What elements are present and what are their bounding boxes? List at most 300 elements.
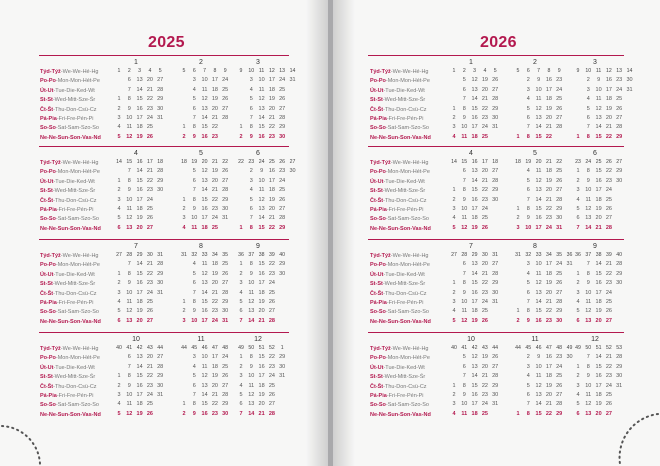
day-abbr: Čt-Št: [370, 290, 384, 297]
day-abbr: So-So: [370, 216, 386, 223]
day-cell: 14: [201, 115, 208, 121]
week-number: 37: [248, 252, 255, 258]
day-cell: 2: [182, 410, 186, 417]
day-cell: 26: [146, 410, 153, 417]
day-cell: 9: [537, 77, 541, 84]
day-abbr: Út-Ut: [40, 271, 54, 278]
week-number: 51: [258, 345, 265, 351]
day-cell: 11: [126, 124, 133, 131]
day-cell: 19: [211, 168, 218, 175]
day-cell: 21: [258, 317, 265, 324]
day-cell: 30: [289, 168, 296, 175]
day-cell: 9: [462, 392, 466, 398]
day-cell: 19: [545, 382, 552, 389]
day-cell: 23: [545, 215, 552, 222]
day-cell: 23: [481, 115, 488, 121]
day-abbr: St-St: [40, 281, 53, 288]
day-cell: 2: [117, 105, 121, 112]
section-divider: [368, 239, 624, 240]
week-number: 6: [192, 68, 196, 74]
day-cell: 23: [268, 270, 275, 277]
day-cell: 11: [201, 86, 208, 93]
day-abbr: Čt-Št: [40, 290, 54, 297]
day-label: [40, 252, 98, 261]
day-abbr: Po-Po: [40, 262, 56, 269]
day-cell: 5: [526, 105, 530, 112]
day-label: [40, 225, 101, 234]
week-number: 5: [158, 68, 162, 74]
day-cell: 29: [222, 401, 229, 408]
day-names: -Tue-Die-Ked-Wt: [383, 178, 425, 185]
day-cell: 15: [136, 373, 143, 380]
day-label: [40, 87, 95, 96]
day-cell: 3: [249, 77, 253, 84]
day-cell: 22: [268, 261, 275, 268]
day-cell: 27: [556, 115, 563, 121]
day-cell: 6: [127, 354, 131, 361]
day-abbr: Čt-Št: [40, 197, 54, 204]
day-cell: 24: [279, 177, 286, 184]
day-cell: 4: [526, 373, 530, 380]
day-label: [370, 206, 424, 215]
day-cell: 3: [452, 401, 456, 408]
day-label: [40, 187, 95, 196]
day-abbr: So-So: [370, 402, 386, 409]
day-cell: 4: [526, 168, 530, 175]
day-cell: 14: [248, 317, 255, 324]
day-cell: 16: [201, 308, 208, 315]
month-number: 4: [469, 150, 473, 157]
day-cell: 19: [258, 392, 265, 398]
day-cell: 3: [586, 86, 590, 93]
day-names: -Fri-Fre-Pén-Pi: [386, 393, 424, 399]
day-abbr: St-St: [370, 281, 383, 288]
day-abbr: So-So: [370, 309, 386, 316]
week-number: 22: [556, 159, 563, 165]
day-label: [370, 299, 424, 308]
day-cell: 30: [626, 77, 633, 84]
week-number: 36: [238, 252, 244, 258]
day-cell: 6: [249, 206, 253, 212]
day-cell: 23: [481, 392, 488, 398]
day-cell: 19: [595, 401, 602, 408]
day-cell: 18: [471, 308, 478, 315]
day-names: -Fri-Fre-Pén-Pi: [56, 393, 94, 399]
day-cell: 28: [492, 96, 499, 103]
week-number: 44: [492, 345, 499, 351]
day-cell: 24: [545, 224, 552, 231]
week-number: 37: [585, 252, 592, 258]
day-cell: 23: [481, 196, 488, 203]
day-label: [40, 271, 95, 280]
day-cell: 22: [268, 124, 275, 131]
week-number: 21: [212, 159, 218, 165]
week-number: 47: [212, 345, 218, 351]
day-names: -Fri-Fre-Pén-Pi: [56, 300, 94, 306]
day-cell: 24: [279, 77, 286, 84]
day-cell: 3: [239, 280, 243, 287]
day-label: [40, 373, 95, 382]
day-cell: 3: [117, 196, 121, 203]
day-cell: 3: [182, 317, 186, 324]
day-names: -Sun-Son-Vas-Nd: [55, 225, 101, 232]
day-cell: 7: [526, 299, 530, 305]
day-cell: 30: [492, 115, 499, 121]
day-cell: 25: [481, 215, 488, 222]
week-number: 3: [138, 68, 142, 74]
day-cell: 30: [222, 206, 229, 212]
day-cell: 20: [545, 187, 552, 194]
spine-shadow: [333, 0, 355, 466]
day-cell: 25: [556, 270, 563, 277]
day-cell: 26: [492, 354, 499, 361]
day-label: [370, 115, 424, 124]
day-cell: 16: [595, 373, 602, 380]
day-cell: 13: [535, 392, 542, 398]
week-number: 40: [279, 252, 286, 258]
day-cell: 25: [146, 124, 153, 131]
day-cell: 8: [249, 261, 253, 268]
day-cell: 11: [126, 299, 133, 305]
day-label: [40, 401, 99, 410]
day-cell: 7: [127, 261, 131, 268]
day-cell: 28: [492, 270, 499, 277]
day-label: [370, 215, 429, 224]
day-cell: 28: [222, 289, 229, 296]
week-number: 38: [258, 252, 265, 258]
day-cell: 5: [192, 270, 196, 277]
day-cell: 25: [481, 133, 488, 140]
week-number: 33: [535, 252, 542, 258]
day-cell: 15: [471, 187, 478, 194]
day-cell: 20: [136, 317, 143, 324]
day-cell: 14: [258, 115, 265, 121]
day-cell: 22: [268, 224, 275, 231]
day-cell: 3: [526, 261, 530, 268]
day-cell: 27: [492, 86, 499, 93]
day-cell: 2: [576, 177, 580, 184]
month-number: 7: [134, 243, 138, 250]
week-number: 4: [148, 68, 152, 74]
day-cell: 18: [595, 299, 602, 305]
day-cell: 10: [525, 224, 532, 231]
day-cell: 7: [192, 187, 196, 194]
day-cell: 26: [279, 96, 286, 103]
day-cell: 28: [157, 168, 164, 175]
day-cell: 12: [201, 168, 208, 175]
week-number: 22: [238, 159, 244, 165]
day-cell: 11: [201, 261, 208, 268]
day-cell: 26: [492, 77, 499, 84]
day-cell: 25: [605, 196, 612, 203]
week-number: 16: [136, 159, 143, 165]
day-names: -Wed-Mitt-Sze-Śr: [382, 188, 426, 195]
day-cell: 29: [616, 168, 623, 175]
day-cell: 2: [249, 168, 253, 175]
day-cell: 28: [556, 401, 563, 408]
day-cell: 22: [268, 354, 275, 361]
day-cell: 15: [535, 308, 542, 315]
day-cell: 20: [146, 77, 153, 84]
day-cell: 29: [556, 410, 563, 417]
day-cell: 31: [157, 289, 164, 296]
day-cell: 30: [222, 308, 229, 315]
day-cell: 12: [535, 105, 542, 112]
day-cell: 11: [126, 401, 133, 408]
day-abbr: Týd-Týž: [40, 346, 61, 352]
day-cell: 2: [239, 363, 243, 370]
month-number: 1: [134, 59, 138, 66]
week-number: 31: [515, 252, 521, 258]
day-cell: 30: [157, 105, 164, 112]
day-cell: 13: [126, 317, 133, 324]
day-names: -Sat-Sam-Szo-So: [385, 402, 429, 409]
day-abbr: Ne-Ne: [40, 411, 56, 418]
day-cell: 1: [239, 124, 243, 131]
day-cell: 16: [471, 392, 478, 398]
week-number: 46: [201, 345, 208, 351]
day-cell: 11: [535, 96, 542, 103]
day-cell: 3: [452, 299, 456, 305]
day-cell: 24: [481, 124, 488, 131]
day-cell: 23: [556, 354, 563, 361]
day-label: [370, 392, 424, 401]
day-cell: 12: [535, 382, 542, 389]
day-cell: 25: [146, 299, 153, 305]
week-number: 27: [616, 159, 623, 165]
day-cell: 1: [576, 133, 580, 140]
day-names: -Fri-Fre-Pén-Pi: [386, 207, 424, 213]
day-cell: 9: [192, 133, 196, 140]
day-cell: 10: [461, 401, 468, 408]
day-cell: 26: [481, 224, 488, 231]
day-cell: 9: [260, 168, 264, 175]
day-label: [370, 159, 428, 168]
month-number: 11: [531, 336, 539, 343]
day-cell: 4: [452, 308, 456, 315]
day-cell: 13: [258, 206, 265, 212]
day-cell: 11: [585, 196, 592, 203]
day-cell: 28: [268, 410, 275, 417]
day-cell: 17: [471, 124, 478, 131]
day-cell: 4: [239, 289, 243, 296]
day-cell: 8: [526, 410, 530, 417]
day-cell: 13: [585, 317, 592, 324]
day-cell: 8: [192, 401, 196, 408]
day-names: -Thu-Don-Csü-Cz: [53, 197, 97, 204]
day-cell: 15: [136, 96, 143, 103]
day-cell: 17: [471, 206, 478, 212]
month-number: 6: [256, 150, 260, 157]
day-cell: 2: [452, 196, 456, 203]
week-number: 35: [222, 252, 229, 258]
day-abbr: Út-Ut: [370, 178, 384, 185]
day-cell: 17: [268, 177, 275, 184]
day-abbr: So-So: [40, 402, 56, 409]
day-abbr: Po-Po: [40, 78, 56, 85]
day-cell: 26: [481, 317, 488, 324]
day-cell: 12: [471, 77, 478, 84]
day-cell: 18: [471, 215, 478, 222]
day-abbr: Pá-Pia: [40, 393, 57, 399]
day-cell: 27: [492, 168, 499, 175]
day-cell: 18: [268, 86, 275, 93]
day-cell: 8: [526, 308, 530, 315]
day-cell: 1: [117, 270, 121, 277]
day-cell: 5: [192, 373, 196, 380]
day-cell: 23: [268, 363, 275, 370]
day-cell: 10: [126, 115, 133, 121]
day-cell: 11: [258, 86, 265, 93]
day-cell: 24: [481, 401, 488, 408]
day-cell: 6: [192, 382, 196, 389]
day-cell: 23: [556, 77, 563, 84]
day-abbr: Út-Ut: [40, 87, 54, 94]
day-cell: 2: [452, 115, 456, 121]
day-cell: 30: [157, 280, 164, 287]
day-cell: 19: [471, 224, 478, 231]
day-cell: 27: [222, 280, 229, 287]
day-cell: 24: [268, 373, 275, 380]
day-cell: 30: [279, 270, 286, 277]
day-cell: 9: [249, 363, 253, 370]
day-cell: 14: [535, 401, 542, 408]
day-cell: 4: [117, 124, 121, 131]
day-cell: 25: [222, 86, 229, 93]
week-number: 18: [157, 159, 164, 165]
month-number: 4: [134, 150, 138, 157]
day-cell: 9: [192, 308, 196, 315]
day-cell: 9: [586, 373, 590, 380]
day-cell: 21: [545, 196, 552, 203]
week-number: 2: [127, 68, 131, 74]
day-cell: 16: [595, 280, 602, 287]
day-cell: 14: [595, 354, 602, 361]
week-number: 12: [269, 68, 275, 74]
day-cell: 3: [249, 177, 253, 184]
day-cell: 12: [535, 177, 542, 184]
day-cell: 10: [258, 177, 265, 184]
day-cell: 7: [249, 115, 253, 121]
day-cell: 31: [566, 261, 573, 268]
day-cell: 6: [239, 401, 243, 408]
week-number: 39: [606, 252, 612, 258]
day-names: -Mon-Mon-Hét-Pe: [55, 262, 100, 269]
day-cell: 1: [182, 299, 186, 305]
day-cell: 7: [239, 410, 243, 417]
week-number: 19: [525, 159, 532, 165]
day-cell: 27: [556, 187, 563, 194]
week-number: 5: [182, 68, 186, 74]
month-number: 7: [469, 243, 473, 250]
day-cell: 22: [481, 187, 488, 194]
day-cell: 17: [545, 261, 552, 268]
day-abbr: Ne-Ne: [40, 225, 56, 232]
week-number: 31: [157, 252, 164, 258]
day-abbr: Ne-Ne: [370, 411, 386, 418]
day-cell: 7: [586, 124, 590, 131]
day-cell: 19: [268, 196, 275, 203]
day-names: -Fri-Fre-Pén-Pi: [386, 116, 424, 122]
day-cell: 3: [452, 206, 456, 212]
day-cell: 17: [211, 77, 218, 84]
day-cell: 26: [279, 196, 286, 203]
day-cell: 5: [462, 77, 466, 84]
month-number: 5: [199, 150, 203, 157]
day-cell: 3: [117, 392, 121, 398]
day-cell: 28: [556, 299, 563, 305]
day-cell: 23: [211, 308, 218, 315]
day-cell: 14: [471, 96, 478, 103]
day-cell: 7: [526, 401, 530, 408]
day-cell: 6: [576, 215, 580, 222]
day-cell: 2: [117, 382, 121, 389]
day-abbr: Čt-Št: [370, 106, 384, 113]
day-cell: 8: [586, 270, 590, 277]
day-cell: 29: [157, 270, 164, 277]
day-cell: 22: [605, 363, 612, 370]
day-label: [370, 87, 425, 96]
week-number: 24: [585, 159, 592, 165]
month-number: 3: [256, 59, 260, 66]
week-number: 8: [547, 68, 551, 74]
day-cell: 4: [452, 410, 456, 417]
day-cell: 5: [249, 96, 253, 103]
day-cell: 18: [136, 206, 143, 212]
day-names: -Mon-Mon-Hét-Pe: [55, 78, 100, 85]
day-names: -We-We-Hé-Hg: [390, 346, 429, 352]
day-cell: 23: [605, 177, 612, 184]
day-cell: 8: [462, 280, 466, 287]
day-label: [370, 318, 431, 327]
day-cell: 6: [117, 317, 121, 324]
day-cell: 29: [492, 280, 499, 287]
day-cell: 13: [248, 401, 255, 408]
day-cell: 4: [239, 382, 243, 389]
day-cell: 20: [595, 317, 602, 324]
day-label: [370, 187, 425, 196]
day-cell: 14: [595, 261, 602, 268]
day-cell: 19: [258, 299, 265, 305]
day-cell: 21: [545, 299, 552, 305]
day-cell: 4: [576, 196, 580, 203]
day-label: [370, 308, 429, 317]
day-label: [40, 318, 101, 327]
day-label: [40, 134, 101, 143]
month-number: 5: [533, 150, 537, 157]
day-cell: 30: [492, 196, 499, 203]
day-cell: 9: [127, 187, 131, 194]
day-cell: 25: [556, 96, 563, 103]
day-cell: 1: [239, 261, 243, 268]
day-cell: 9: [537, 354, 541, 361]
day-cell: 9: [526, 215, 530, 222]
day-label: [40, 106, 97, 115]
week-number: 24: [258, 159, 265, 165]
day-cell: 7: [586, 354, 590, 361]
day-cell: 6: [462, 261, 466, 268]
day-cell: 7: [462, 96, 466, 103]
week-number: 46: [535, 345, 542, 351]
day-cell: 10: [126, 289, 133, 296]
week-number: 34: [212, 252, 218, 258]
day-label: [370, 96, 425, 105]
day-cell: 15: [595, 270, 602, 277]
day-cell: 10: [201, 354, 208, 361]
day-label: [40, 159, 98, 168]
week-number: 18: [515, 159, 521, 165]
day-cell: 7: [192, 289, 196, 296]
